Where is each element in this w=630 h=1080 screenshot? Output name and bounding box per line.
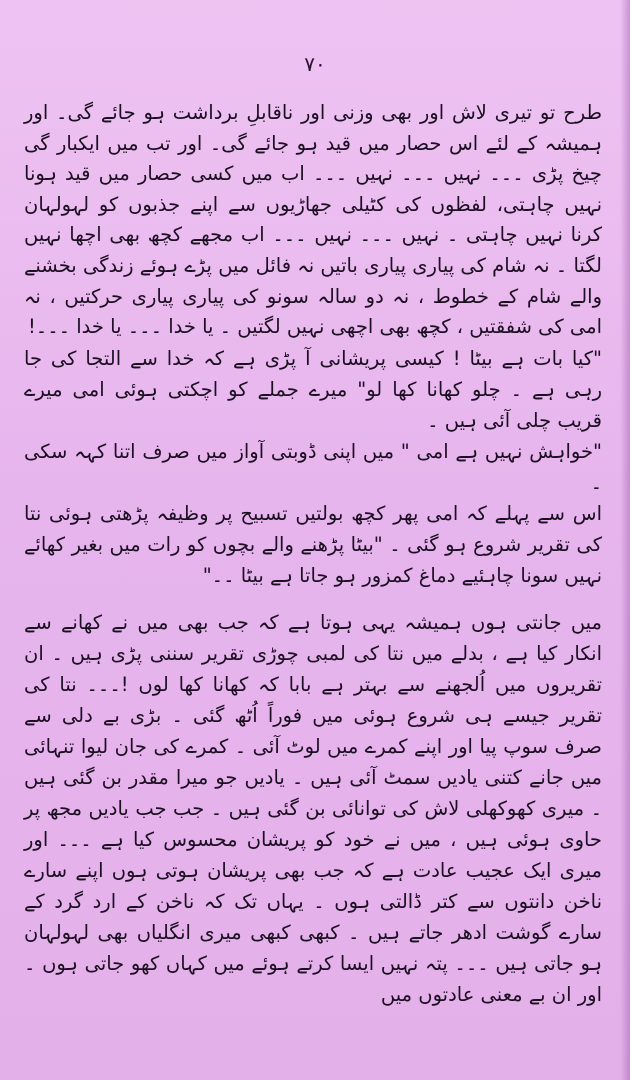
page-number: ۷۰: [304, 52, 326, 76]
page-body: [24, 98, 602, 1010]
paragraph-2: "کیا بات ہے بیٹا ! کیسی پریشانی آ پڑی ہے کہ خدا سے التجا کی جا رہی ہے ۔ چلو کھانا کھا لو" میرے جملے کو اچکتی ہوئی امی میرے قریب چلی آئی ہیں ۔: [24, 346, 602, 432]
paragraph-5: میں جانتی ہوں ہمیشہ یہی ہوتا ہے کہ جب بھی میں نے کھانے سے انکار کیا ہے ، بدلے میں نتا کی لمبی چوڑی تقریر سننی پڑی ہیں ۔ ان تقریروں میں اُلجھنے سے بہتر ہے بابا کہ کھانا کھا لوں !۔۔۔ نتا کی تقریر جیسے ہی شروع ہوئی میں فوراً اُٹھ گئی ۔ بڑی بے دلی سے صرف سوپ پیا اور اپنے کمرے میں لوٹ آئی ۔ کمرے کی جان لیوا تنہائی میں جانے کتنی یادیں سمٹ آئی ہیں ۔ یادیں جو میرا مقدر بن گئی ہیں ۔ میری کھوکھلی لاش کی توانائی بن گئی ہیں ۔ جب جب یادیں مجھ پر حاوی ہوئی ہیں ، میں نے خود کو پریشان محسوس کیا ہے ۔۔۔ اور میری ایک عجیب عادت ہے کہ جب بھی پریشان ہوتی ہوں اپنے سارے ناخن دانتوں سے کتر ڈالتی ہوں ۔ یہاں تک کہ ناخن کے ارد گرد کے سارے گوشت ادھر جاتے ہیں ۔ کبھی کبھی میری انگلیاں بھی لہولہان ہو جاتی ہیں ۔۔۔ پتہ نہیں ایسا کرتے ہوئے میں کہاں کھو جاتی ہوں ۔ اور ان بے معنی عادتوں میں: [24, 610, 602, 1006]
paragraph-4: اس سے پہلے کہ امی پھر کچھ بولتیں تسبیح پر وظیفہ پڑھتی ہوئی نتا کی تقریر شروع ہو گئی ۔ "بیٹا پڑھنے والے بچوں کو رات میں بغیر کھائے نہیں سونا چاہئیے دماغ کمزور ہو جاتا ہے بیٹا ۔۔": [24, 501, 602, 587]
paragraph-3: "خواہش نہیں ہے امی " میں اپنی ڈوبتی آواز میں صرف اتنا کہہ سکی ۔: [24, 439, 602, 494]
paragraph-1: طرح تو تیری لاش اور بھی وزنی اور ناقابلِ برداشت ہو جائے گی۔ اور ہمیشہ کے لئے اس حصار میں قید ہو جائے گی۔ اور تب میں ایکبار گی چیخ پڑی ۔۔۔ نہیں ۔۔۔ نہیں ۔۔۔ اب میں کسی حصار میں قید ہونا نہیں چاہتی، لفظوں کی کٹیلی جھاڑیوں سے اپنے جذبوں کو لہولہان کرنا نہیں چاہتی ۔ نہیں ۔۔۔ نہیں ۔۔۔ اب مجھے کچھ بھی اچھا نہیں لگتا ۔ نہ شام کی پیاری پیاری باتیں نہ فائل میں پڑے ہوئے زندگی بخشنے والے شام کے خطوط ، نہ دو سالہ سونو کی پیاری پیاری حرکتیں ، نہ امی کی شفقتیں ، کچھ بھی اچھی نہیں لگتیں ۔ یا خدا ۔۔۔ یا خدا ۔۔۔!: [24, 101, 602, 339]
